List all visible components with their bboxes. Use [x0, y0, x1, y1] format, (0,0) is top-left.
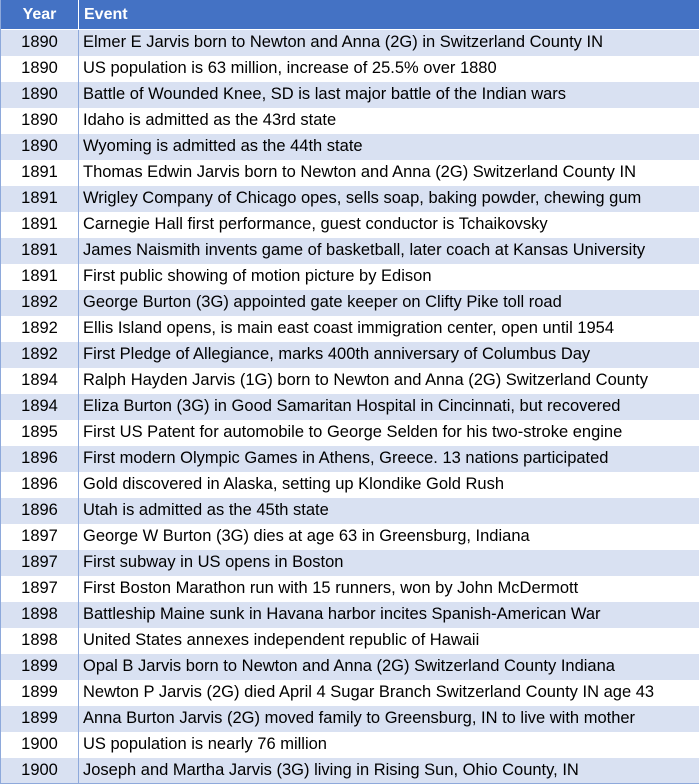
event-cell: Wrigley Company of Chicago opes, sells soap, baking powder, chewing gum	[79, 186, 699, 212]
year-cell: 1891	[1, 264, 79, 290]
year-cell: 1899	[1, 680, 79, 706]
event-cell: Anna Burton Jarvis (2G) moved family to Greensburg, IN to live with mother	[79, 706, 699, 732]
event-cell: Ellis Island opens, is main east coast immigration center, open until 1954	[79, 316, 699, 342]
year-cell: 1899	[1, 706, 79, 732]
year-cell: 1896	[1, 498, 79, 524]
year-cell: 1896	[1, 446, 79, 472]
year-cell: 1900	[1, 758, 79, 784]
year-cell: 1891	[1, 238, 79, 264]
event-cell: First Pledge of Allegiance, marks 400th anniversary of Columbus Day	[79, 342, 699, 368]
event-cell: Battle of Wounded Knee, SD is last major battle of the Indian wars	[79, 82, 699, 108]
year-cell: 1896	[1, 472, 79, 498]
table-row	[1, 420, 699, 446]
table-row	[1, 56, 699, 82]
event-cell: Eliza Burton (3G) in Good Samaritan Hospital in Cincinnati, but recovered	[79, 394, 699, 420]
year-cell: 1892	[1, 342, 79, 368]
table-row	[1, 238, 699, 264]
year-cell: 1892	[1, 290, 79, 316]
event-cell: Idaho is admitted as the 43rd state	[79, 108, 699, 134]
table-row	[1, 654, 699, 680]
event-cell: Wyoming is admitted as the 44th state	[79, 134, 699, 160]
table-row	[1, 160, 699, 186]
table-row	[1, 394, 699, 420]
year-cell: 1900	[1, 732, 79, 758]
table-row	[1, 290, 699, 316]
table-row	[1, 368, 699, 394]
event-cell: US population is nearly 76 million	[79, 732, 699, 758]
event-cell: Utah is admitted as the 45th state	[79, 498, 699, 524]
table-row	[1, 30, 699, 56]
event-cell: First public showing of motion picture by Edison	[79, 264, 699, 290]
event-cell: First Boston Marathon run with 15 runners, won by John McDermott	[79, 576, 699, 602]
event-cell: Opal B Jarvis born to Newton and Anna (2G) Switzerland County Indiana	[79, 654, 699, 680]
year-cell: 1894	[1, 394, 79, 420]
table-row	[1, 680, 699, 706]
year-cell: 1890	[1, 108, 79, 134]
year-cell: 1891	[1, 160, 79, 186]
year-cell: 1890	[1, 134, 79, 160]
table-row	[1, 472, 699, 498]
table-row	[1, 186, 699, 212]
year-cell: 1897	[1, 550, 79, 576]
table-row	[1, 602, 699, 628]
table-row	[1, 108, 699, 134]
table-row	[1, 732, 699, 758]
table-row	[1, 342, 699, 368]
event-cell: Carnegie Hall first performance, guest conductor is Tchaikovsky	[79, 212, 699, 238]
event-cell: Gold discovered in Alaska, setting up Klondike Gold Rush	[79, 472, 699, 498]
year-cell: 1894	[1, 368, 79, 394]
event-cell: United States annexes independent republic of Hawaii	[79, 628, 699, 654]
table-body	[1, 30, 699, 784]
event-cell: Joseph and Martha Jarvis (3G) living in Rising Sun, Ohio County, IN	[79, 758, 699, 784]
table-row	[1, 82, 699, 108]
year-cell: 1897	[1, 576, 79, 602]
event-cell: First US Patent for automobile to George Selden for his two-stroke engine	[79, 420, 699, 446]
year-cell: 1897	[1, 524, 79, 550]
year-cell: 1898	[1, 628, 79, 654]
table-row	[1, 446, 699, 472]
table-row	[1, 550, 699, 576]
year-cell: 1890	[1, 30, 79, 56]
event-cell: US population is 63 million, increase of 25.5% over 1880	[79, 56, 699, 82]
event-cell: Ralph Hayden Jarvis (1G) born to Newton and Anna (2G) Switzerland County	[79, 368, 699, 394]
event-cell: First subway in US opens in Boston	[79, 550, 699, 576]
table-row	[1, 576, 699, 602]
event-cell: Thomas Edwin Jarvis born to Newton and Anna (2G) Switzerland County IN	[79, 160, 699, 186]
event-cell: George W Burton (3G) dies at age 63 in Greensburg, Indiana	[79, 524, 699, 550]
table-row	[1, 758, 699, 784]
table-row	[1, 134, 699, 160]
year-cell: 1890	[1, 56, 79, 82]
table-row	[1, 706, 699, 732]
header-row	[1, 0, 699, 30]
table-row	[1, 212, 699, 238]
year-cell: 1891	[1, 212, 79, 238]
year-column-header: Year	[1, 0, 79, 30]
table-row	[1, 524, 699, 550]
event-cell: First modern Olympic Games in Athens, Greece. 13 nations participated	[79, 446, 699, 472]
event-cell: James Naismith invents game of basketball, later coach at Kansas University	[79, 238, 699, 264]
year-cell: 1892	[1, 316, 79, 342]
event-cell: Battleship Maine sunk in Havana harbor incites Spanish-American War	[79, 602, 699, 628]
event-cell: Newton P Jarvis (2G) died April 4 Sugar Branch Switzerland County IN age 43	[79, 680, 699, 706]
event-cell: Elmer E Jarvis born to Newton and Anna (2G) in Switzerland County IN	[79, 30, 699, 56]
table-row	[1, 264, 699, 290]
year-cell: 1898	[1, 602, 79, 628]
event-cell: George Burton (3G) appointed gate keeper on Clifty Pike toll road	[79, 290, 699, 316]
table-row	[1, 498, 699, 524]
event-column-header: Event	[79, 0, 699, 30]
year-cell: 1890	[1, 82, 79, 108]
year-cell: 1899	[1, 654, 79, 680]
table-row	[1, 628, 699, 654]
year-cell: 1891	[1, 186, 79, 212]
table-row	[1, 316, 699, 342]
year-cell: 1895	[1, 420, 79, 446]
